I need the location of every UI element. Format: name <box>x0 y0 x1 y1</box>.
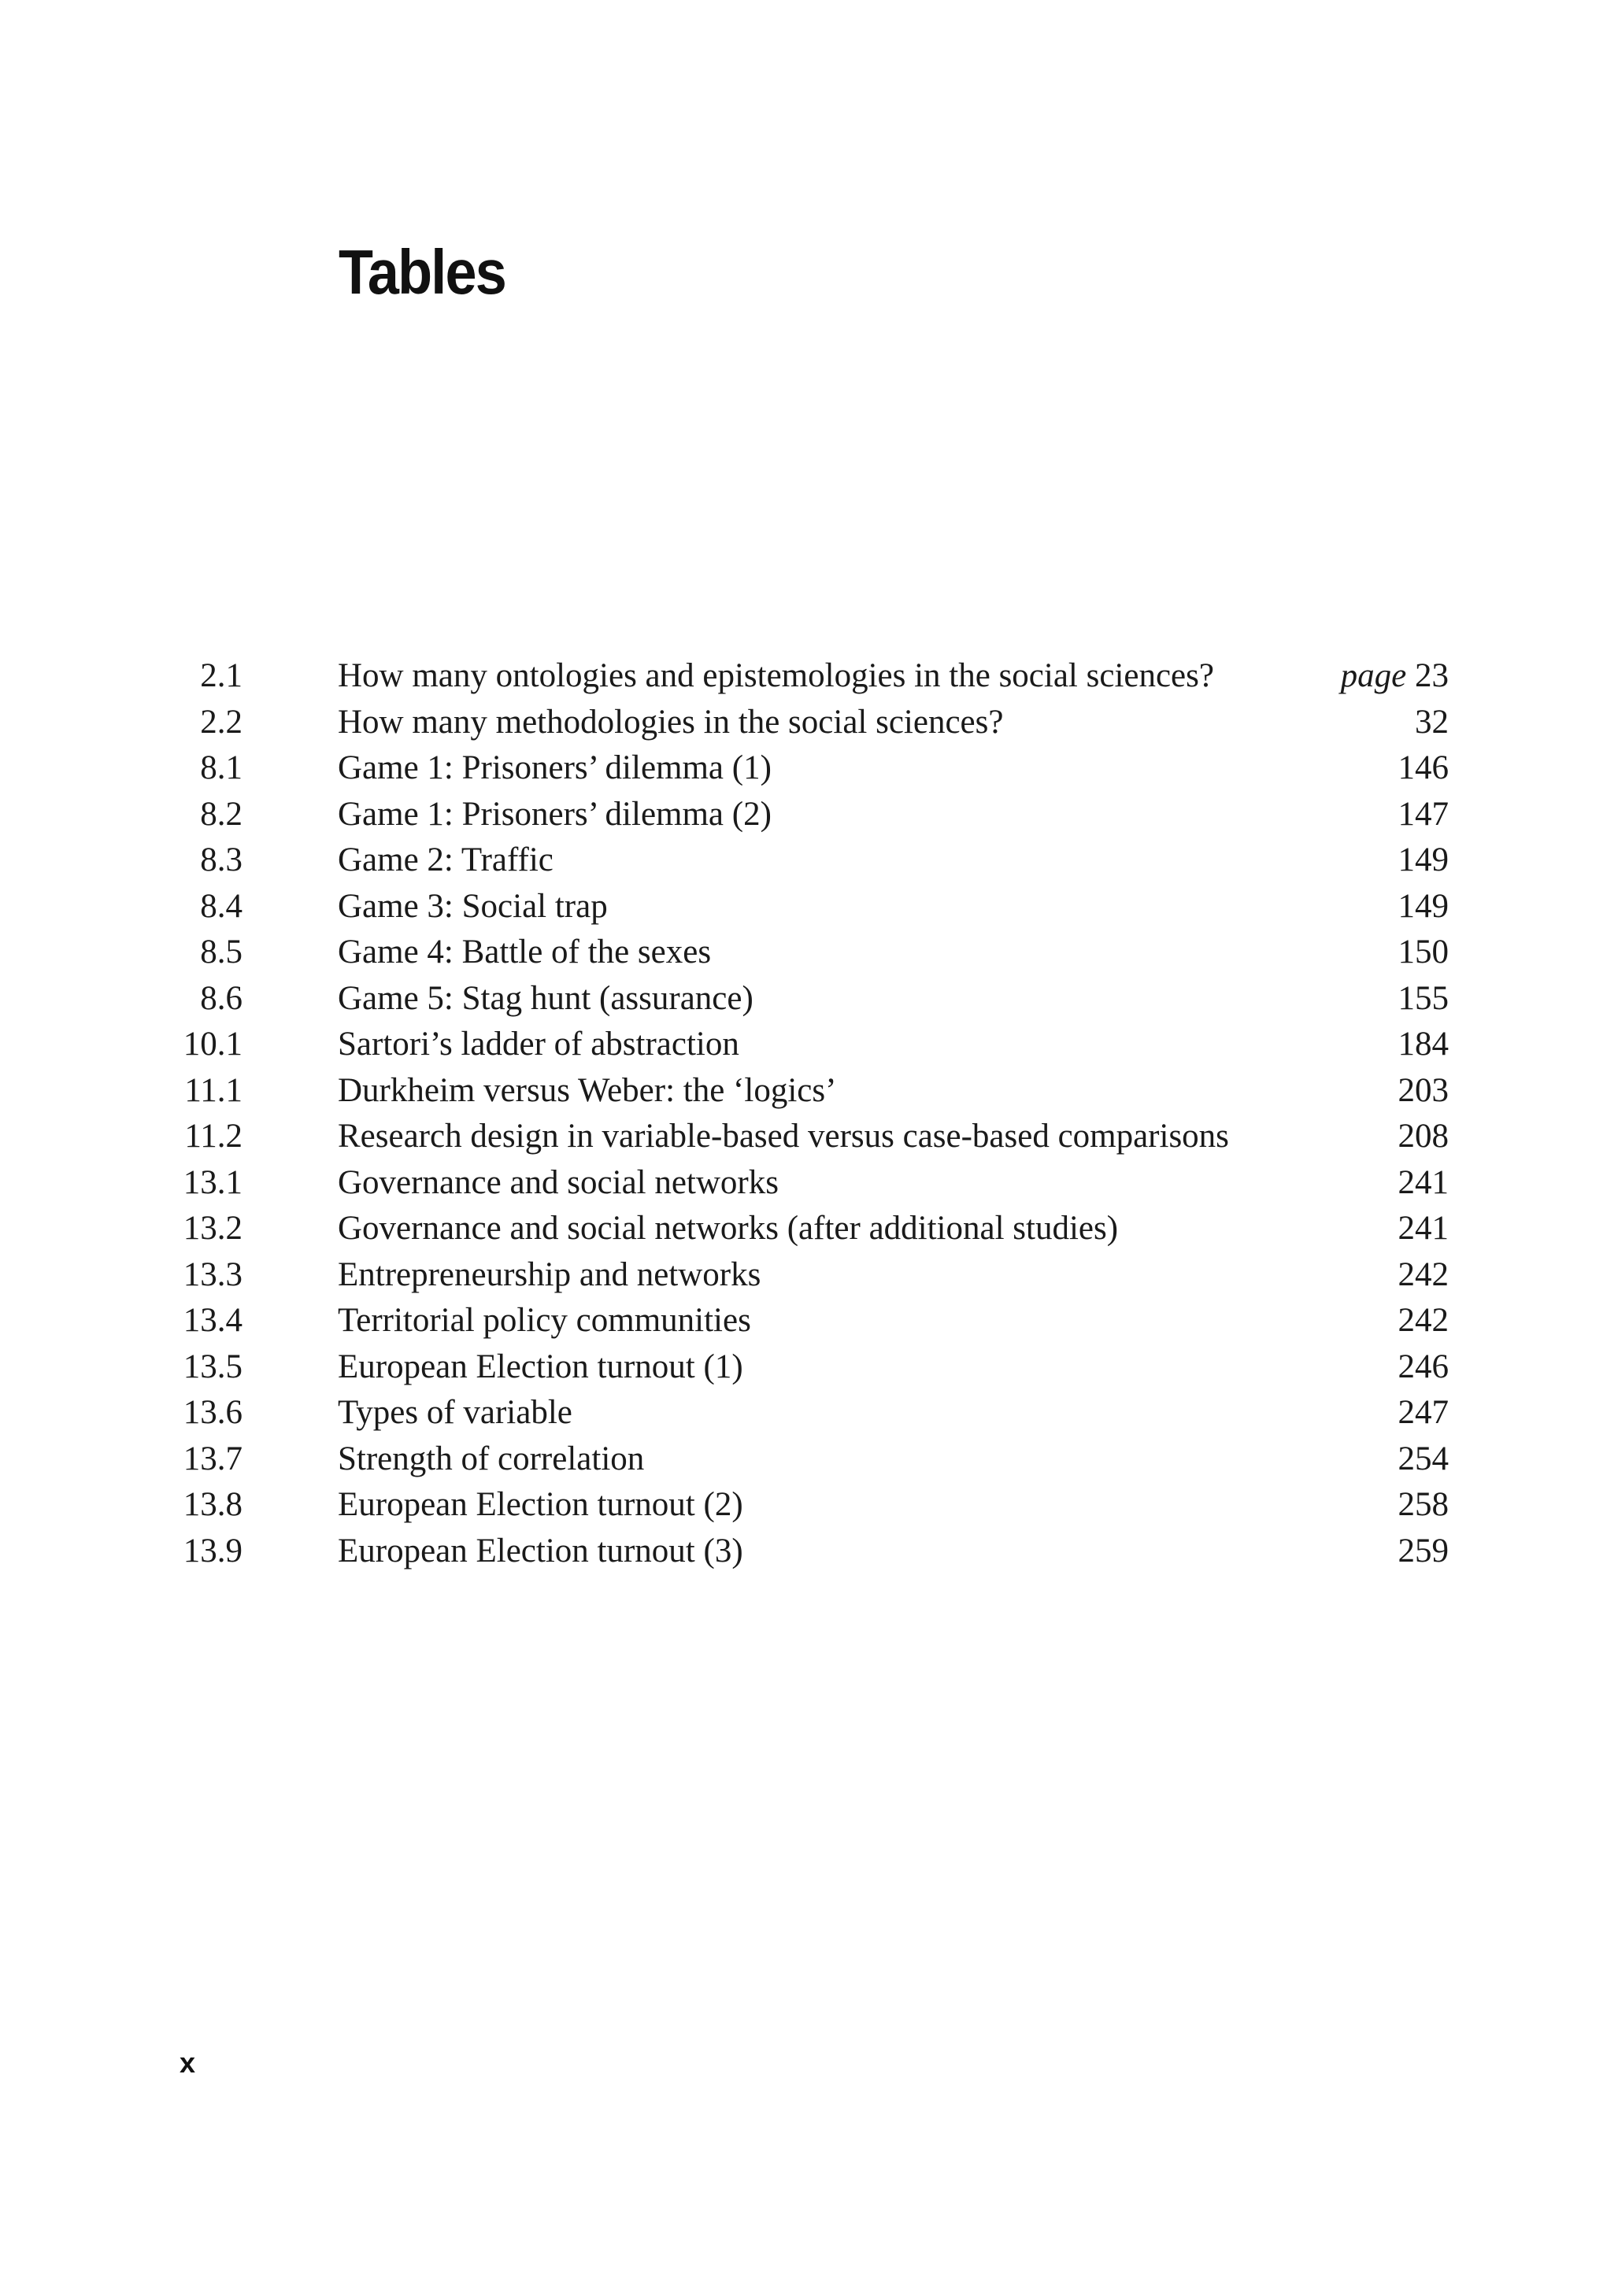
table-number: 13.1 <box>183 1163 243 1201</box>
table-title: Game 3: Social trap <box>338 887 608 925</box>
table-title: European Election turnout (1) <box>338 1348 743 1385</box>
page-number-ref: 150 <box>1398 934 1449 971</box>
table-number: 11.2 <box>184 1118 243 1155</box>
list-item <box>157 1436 1449 1483</box>
page-reference <box>1398 1298 1450 1344</box>
table-title: How many ontologies and epistemologies in the social sciences? <box>338 657 1214 694</box>
list-item <box>157 653 1449 700</box>
page-number-ref: 242 <box>1398 1255 1449 1293</box>
page-reference <box>1398 1114 1450 1160</box>
list-item <box>157 884 1449 930</box>
page-number-ref: 241 <box>1398 1163 1449 1201</box>
page-label: page <box>1340 657 1407 694</box>
page-reference <box>1398 1482 1450 1529</box>
list-item <box>157 1068 1449 1115</box>
page-reference <box>1398 1068 1450 1115</box>
page-reference <box>1398 1436 1450 1483</box>
table-title: Research design in variable-based versus case-based comparisons <box>338 1118 1229 1155</box>
table-number: 13.6 <box>183 1394 243 1431</box>
page-title: Tables <box>339 237 505 307</box>
table-number: 8.1 <box>200 749 243 786</box>
list-item <box>157 1529 1449 1575</box>
page-reference <box>1398 1022 1450 1068</box>
page-reference <box>1398 930 1450 976</box>
table-title: Game 4: Battle of the sexes <box>338 934 712 971</box>
table-title: How many methodologies in the social sciences? <box>338 703 1004 741</box>
page-number-ref: 155 <box>1398 979 1449 1017</box>
page-reference <box>1398 1529 1450 1575</box>
page-number-ref: 208 <box>1398 1118 1449 1155</box>
table-title: European Election turnout (3) <box>338 1532 743 1569</box>
table-number: 2.2 <box>200 703 243 741</box>
page-number-ref: 246 <box>1398 1348 1449 1385</box>
table-number: 13.8 <box>183 1486 243 1523</box>
page-number-ref: 241 <box>1398 1210 1449 1247</box>
table-title: Strength of correlation <box>338 1440 645 1477</box>
table-number: 8.4 <box>200 887 243 925</box>
page-number-ref: 247 <box>1398 1394 1449 1431</box>
list-item <box>157 1206 1449 1252</box>
list-item <box>157 976 1449 1022</box>
list-item <box>157 1114 1449 1160</box>
table-title: European Election turnout (2) <box>338 1486 743 1523</box>
table-title: Durkheim versus Weber: the ‘logics’ <box>338 1071 837 1109</box>
page-reference <box>1398 792 1450 838</box>
page-number: x <box>180 2046 196 2079</box>
page-number-ref: 146 <box>1398 749 1449 786</box>
list-item <box>157 1482 1449 1529</box>
list-item <box>157 1390 1449 1436</box>
list-item <box>157 745 1449 792</box>
page-reference <box>1398 745 1450 792</box>
table-number: 8.6 <box>200 979 243 1017</box>
page-reference <box>1398 1390 1450 1436</box>
page-number-ref: 149 <box>1398 841 1449 878</box>
tables-list <box>157 653 1449 1574</box>
page-number-ref: 242 <box>1398 1302 1449 1339</box>
list-item <box>157 1160 1449 1207</box>
table-title: Game 1: Prisoners’ dilemma (1) <box>338 749 772 786</box>
page-number-ref: 259 <box>1398 1532 1449 1569</box>
table-number: 13.5 <box>183 1348 243 1385</box>
table-number: 10.1 <box>183 1026 243 1063</box>
page-number-ref: 149 <box>1398 887 1449 925</box>
table-number: 8.2 <box>200 795 243 833</box>
page-number-ref: 147 <box>1398 795 1449 833</box>
list-item <box>157 700 1449 746</box>
page-reference <box>1398 1344 1450 1391</box>
page-reference <box>1398 976 1450 1022</box>
table-number: 2.1 <box>200 657 243 694</box>
table-title: Sartori’s ladder of abstraction <box>338 1026 739 1063</box>
table-number: 13.4 <box>183 1302 243 1339</box>
list-item <box>157 837 1449 884</box>
table-title: Game 5: Stag hunt (assurance) <box>338 979 753 1017</box>
table-number: 13.2 <box>183 1210 243 1247</box>
list-item <box>157 792 1449 838</box>
page-reference <box>1398 837 1450 884</box>
list-item <box>157 1022 1449 1068</box>
table-number: 11.1 <box>184 1071 243 1109</box>
table-number: 13.7 <box>183 1440 243 1477</box>
page-number-ref: 254 <box>1398 1440 1449 1477</box>
page-number-ref: 32 <box>1415 703 1449 741</box>
list-item <box>157 1344 1449 1391</box>
table-number: 13.3 <box>183 1255 243 1293</box>
page-reference <box>1398 884 1450 930</box>
page-reference <box>1398 1160 1450 1207</box>
page-number-ref: 203 <box>1398 1071 1449 1109</box>
page-reference <box>1341 653 1449 700</box>
table-title: Game 1: Prisoners’ dilemma (2) <box>338 795 772 833</box>
list-item <box>157 930 1449 976</box>
table-title: Governance and social networks (after additional studies) <box>338 1210 1119 1247</box>
page-reference <box>1398 1252 1450 1299</box>
table-title: Entrepreneurship and networks <box>338 1255 761 1293</box>
table-title: Game 2: Traffic <box>338 841 554 878</box>
page-reference <box>1415 700 1449 746</box>
page-number-ref: 23 <box>1415 657 1449 694</box>
table-number: 8.3 <box>200 841 243 878</box>
table-title: Governance and social networks <box>338 1163 779 1201</box>
list-item <box>157 1252 1449 1299</box>
page-reference <box>1398 1206 1450 1252</box>
page-number-ref: 184 <box>1398 1026 1449 1063</box>
table-title: Territorial policy communities <box>338 1302 751 1339</box>
list-item <box>157 1298 1449 1344</box>
table-title: Types of variable <box>338 1394 572 1431</box>
table-number: 8.5 <box>200 934 243 971</box>
table-number: 13.9 <box>183 1532 243 1569</box>
page-number-ref: 258 <box>1398 1486 1449 1523</box>
